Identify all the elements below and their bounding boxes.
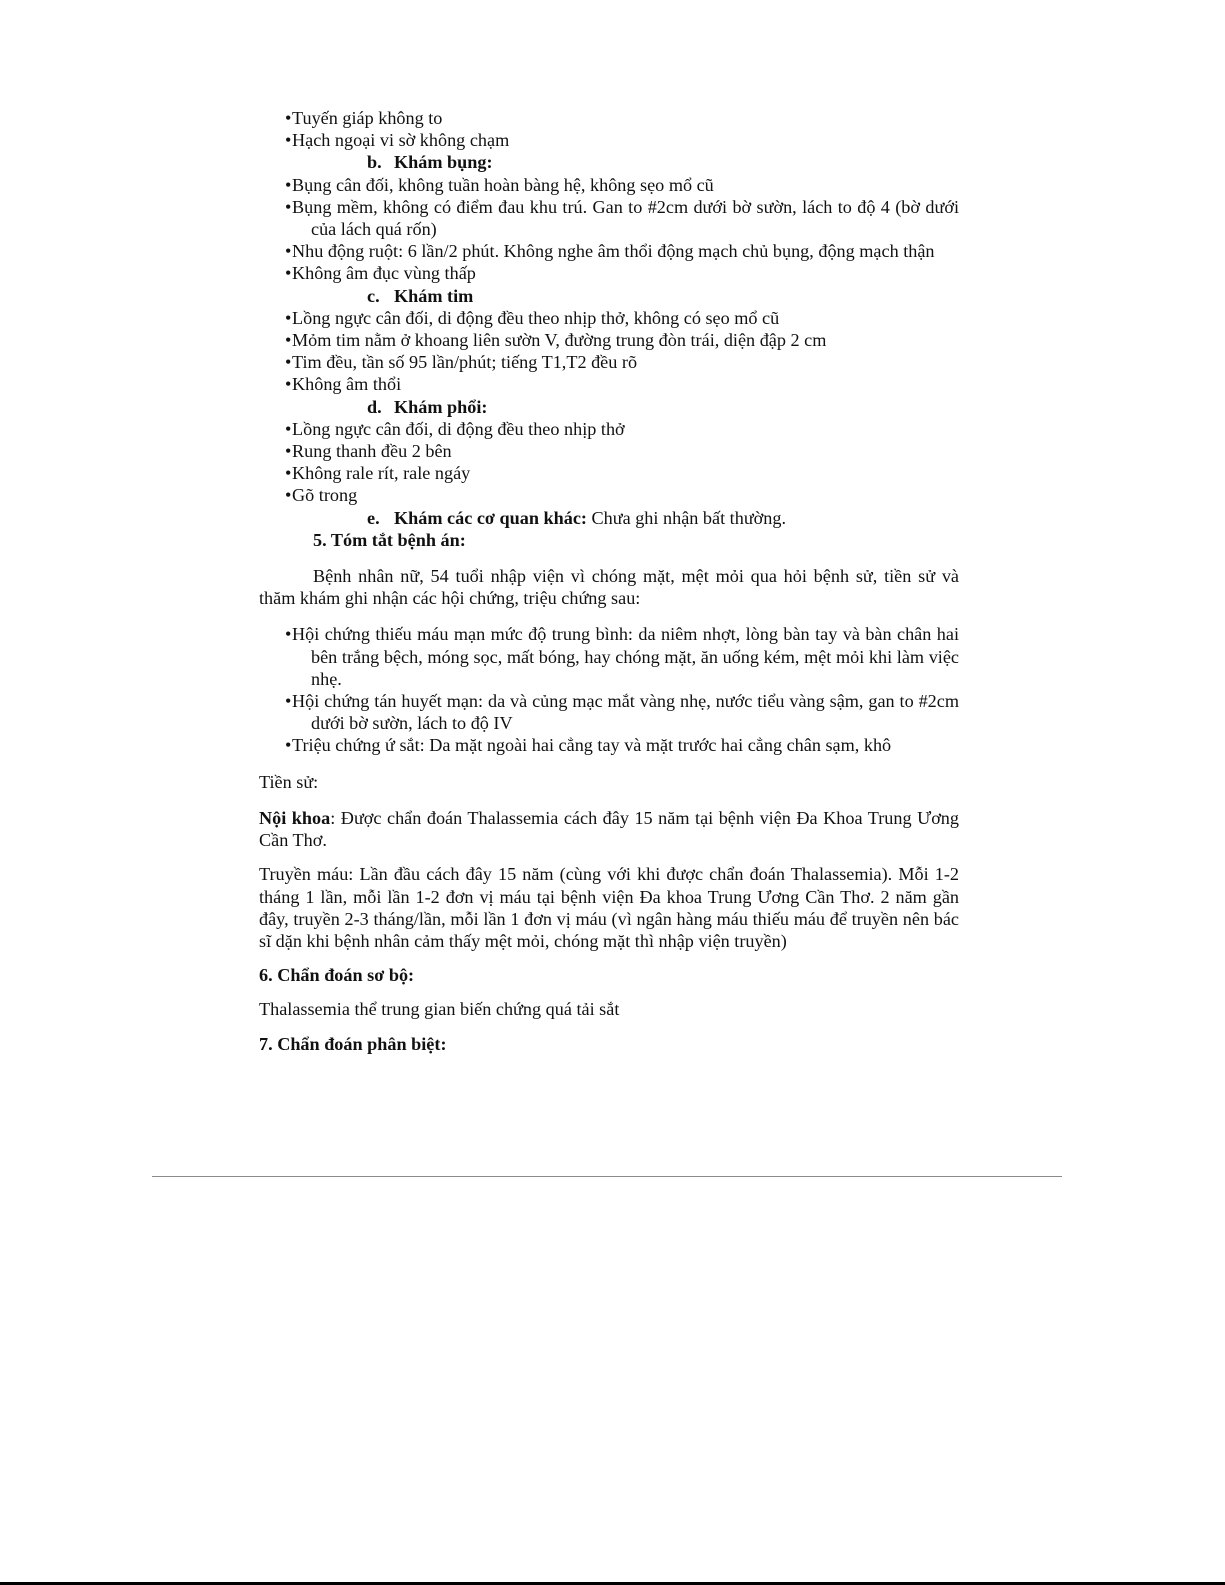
bullet-mark: • (285, 624, 292, 645)
bullet-mark: • (285, 330, 292, 351)
page-divider (152, 1176, 1062, 1177)
list-item: •Không âm đục vùng thấp (285, 263, 476, 284)
bullet-mark: • (285, 108, 292, 128)
list-item: •Nhu động ruột: 6 lần/2 phút. Không nghe âm thổi động mạch chủ bụng, động mạch thận (285, 241, 935, 262)
bullet-mark: • (285, 196, 292, 217)
bullet-mark: • (285, 130, 292, 151)
list-item: •Không âm thổi (285, 374, 402, 395)
list-item: •Hạch ngoại vi sờ không chạm (285, 130, 510, 151)
section-heading-preliminary: 6. Chẩn đoán sơ bộ: (259, 965, 415, 986)
bullet-mark: • (285, 735, 292, 756)
bullet-mark: • (285, 307, 292, 328)
summary-intro: Bệnh nhân nữ, 54 tuổi nhập viện vì chóng mặt, mệt mỏi qua hỏi bệnh sử, tiền sử và thăm khám ghi nhận các hội chứng, triệu chứng sau: (259, 566, 959, 609)
list-item: •Bụng mềm, không có điểm đau khu trú. Gan to #2cm dưới bờ sườn, lách to độ 4 (bờ dưới của lách quá rốn) (285, 196, 959, 240)
bullet-mark: • (285, 241, 292, 262)
document-body (259, 107, 959, 1055)
list-item: •Mỏm tim nằm ở khoang liên sườn V, đường trung đòn trái, diện đập 2 cm (285, 330, 827, 351)
list-item: •Tuyến giáp không to (285, 108, 443, 128)
list-item: •Lồng ngực cân đối, di động đều theo nhịp thở, không có sẹo mổ cũ (285, 307, 780, 328)
bullet-mark: • (285, 418, 292, 439)
subheading-lungs: d. Khám phổi: (367, 396, 488, 417)
bullet-mark: • (285, 352, 292, 373)
list-item: •Triệu chứng ứ sắt: Da mặt ngoài hai cẳng tay và mặt trước hai cẳng chân sạm, khô (285, 735, 892, 756)
section-heading-differential: 7. Chẩn đoán phân biệt: (259, 1033, 447, 1054)
bullet-mark: • (285, 263, 292, 284)
list-item: •Rung thanh đều 2 bên (285, 441, 452, 462)
section-heading-summary: 5. Tóm tắt bệnh án: (313, 529, 466, 550)
history-internal: Nội khoa: Được chẩn đoán Thalassemia cách đây 15 năm tại bệnh viện Đa Khoa Trung Ương Cần Thơ. (259, 807, 959, 851)
bullet-mark: • (285, 374, 292, 395)
history-label: Tiền sử: (259, 771, 319, 792)
list-item: •Lồng ngực cân đối, di động đều theo nhịp thở (285, 418, 625, 439)
subheading-heart: c. Khám tim (367, 285, 474, 306)
list-item: •Bụng cân đối, không tuần hoàn bàng hệ, không sẹo mổ cũ (285, 174, 714, 195)
bullet-mark: • (285, 463, 292, 484)
bullet-mark: • (285, 441, 292, 462)
subheading-other-organs: e. Khám các cơ quan khác: Chưa ghi nhận bất thường. (367, 507, 787, 528)
bullet-mark: • (285, 485, 292, 506)
subheading-abdomen: b. Khám bụng: (367, 152, 493, 173)
bullet-mark: • (285, 174, 292, 195)
bullet-mark: • (285, 691, 292, 712)
list-item: •Không rale rít, rale ngáy (285, 463, 471, 484)
list-item: •Hội chứng tán huyết mạn: da và củng mạc mắt vàng nhẹ, nước tiểu vàng sậm, gan to #2cm dưới bờ sườn, lách to độ IV (285, 691, 959, 734)
history-transfusion: Truyền máu: Lần đầu cách đây 15 năm (cùng với khi được chẩn đoán Thalassemia). Mỗi 1-2 tháng 1 lần, mỗi lần 1-2 đơn vị máu tại bệnh viện Đa khoa Trung Ương Cần Thơ. 2 năm gần đây, truyền 2-3 tháng/lần, mỗi lần 1 đơn vị máu (vì ngân hàng máu thiếu máu để truyền nên bác sĩ dặn khi bệnh nhân cảm thấy mệt mỏi, chóng mặt thì nhập viện truyền) (259, 864, 959, 951)
history-internal-label: Nội khoa (259, 807, 331, 828)
list-item: •Hội chứng thiếu máu mạn mức độ trung bình: da niêm nhợt, lòng bàn tay và bàn chân hai bên trắng bệch, móng sọc, mất bóng, hay chóng mặt, ăn uống kém, mệt mỏi khi làm việc nhẹ. (285, 624, 959, 689)
list-item: •Tim đều, tần số 95 lần/phút; tiếng T1,T2 đều rõ (285, 352, 638, 373)
list-item: •Gõ trong (285, 485, 358, 506)
preliminary-diagnosis: Thalassemia thể trung gian biến chứng quá tải sắt (259, 999, 620, 1020)
